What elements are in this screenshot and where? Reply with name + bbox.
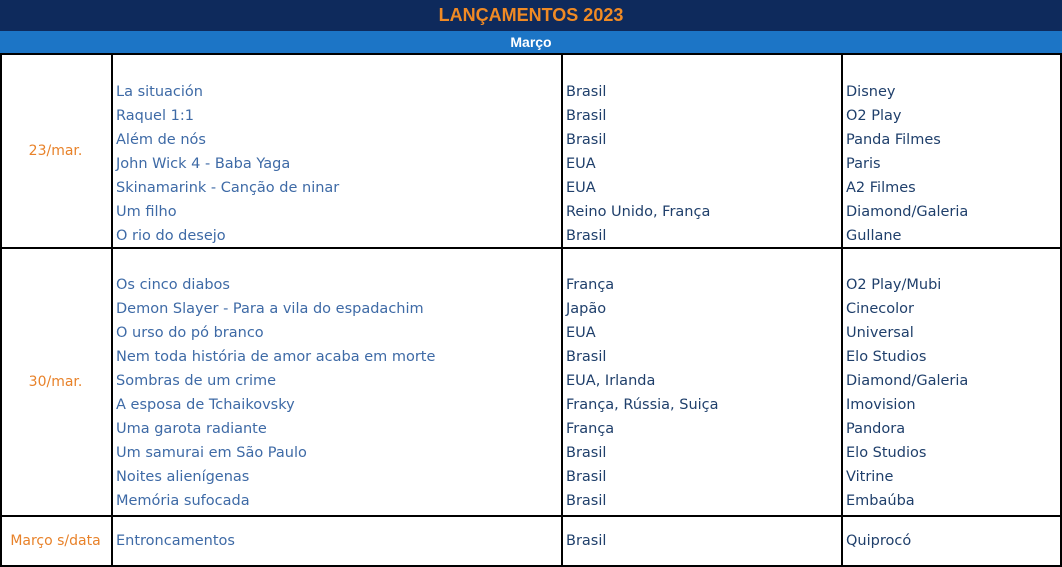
film-country: Brasil (566, 349, 607, 365)
film-title: Memória sufocada (116, 493, 250, 509)
table-row (0, 224, 1061, 248)
film-distributor: A2 Filmes (846, 180, 916, 196)
film-distributor: Imovision (846, 397, 916, 413)
film-country: França, Rússia, Suiça (566, 397, 719, 413)
film-country: EUA (566, 156, 596, 172)
table-row (0, 529, 1061, 553)
release-date: 23/mar. (28, 143, 83, 159)
film-country: Reino Unido, França (566, 204, 711, 220)
table-row (0, 417, 1061, 441)
film-country: Brasil (566, 132, 607, 148)
table-row (0, 369, 1061, 393)
film-distributor: Paris (846, 156, 881, 172)
film-distributor: Quiprocó (846, 533, 912, 549)
film-title: John Wick 4 - Baba Yaga (116, 156, 291, 172)
film-title: Nem toda história de amor acaba em morte (116, 349, 436, 365)
film-distributor: Universal (846, 325, 914, 341)
month-header: Março (0, 31, 1062, 55)
table-row (0, 104, 1061, 128)
film-title: O urso do pó branco (116, 325, 264, 341)
film-title: La situación (116, 84, 203, 100)
film-distributor: Vitrine (846, 469, 894, 485)
table-row (0, 152, 1061, 176)
film-title: Um filho (116, 204, 177, 220)
film-country: França (566, 277, 615, 293)
table-row (0, 465, 1061, 489)
film-title: Entroncamentos (116, 533, 235, 549)
table-row (0, 321, 1061, 345)
film-country: Brasil (566, 493, 607, 509)
film-country: Brasil (566, 108, 607, 124)
table-row (0, 273, 1061, 297)
film-distributor: Elo Studios (846, 445, 927, 461)
film-distributor: Panda Filmes (846, 132, 941, 148)
release-group (0, 517, 1061, 567)
release-group (0, 249, 1061, 517)
film-country: Japão (566, 301, 607, 317)
film-country: EUA (566, 180, 596, 196)
table-row (0, 345, 1061, 369)
table-row (0, 489, 1061, 513)
release-date: Março s/data (10, 533, 101, 549)
film-distributor: Gullane (846, 228, 902, 244)
film-title: A esposa de Tchaikovsky (116, 397, 295, 413)
film-distributor: Embaúba (846, 493, 915, 509)
film-country: Brasil (566, 533, 607, 549)
film-title: Noites alienígenas (116, 469, 250, 485)
film-title: Os cinco diabos (116, 277, 230, 293)
film-distributor: Disney (846, 84, 896, 100)
table-row (0, 297, 1061, 321)
film-country: Brasil (566, 469, 607, 485)
film-distributor: Diamond/Galeria (846, 204, 969, 220)
film-title: Demon Slayer - Para a vila do espadachim (116, 301, 424, 317)
table-row (0, 80, 1061, 104)
table-row (0, 128, 1061, 152)
table-row (0, 200, 1061, 224)
film-country: Brasil (566, 228, 607, 244)
film-title: Skinamarink - Canção de ninar (116, 180, 340, 196)
film-title: Um samurai em São Paulo (116, 445, 307, 461)
film-title: Raquel 1:1 (116, 108, 194, 124)
film-distributor: Elo Studios (846, 349, 927, 365)
film-distributor: O2 Play/Mubi (846, 277, 942, 293)
film-distributor: Pandora (846, 421, 906, 437)
film-title: Além de nós (116, 132, 206, 148)
film-distributor: O2 Play (846, 108, 902, 124)
film-title: Sombras de um crime (116, 373, 277, 389)
film-country: EUA (566, 325, 596, 341)
film-country: Brasil (566, 445, 607, 461)
film-distributor: Cinecolor (846, 301, 914, 317)
table-row (0, 441, 1061, 465)
film-country: EUA, Irlanda (566, 373, 656, 389)
film-country: Brasil (566, 84, 607, 100)
table-row (0, 393, 1061, 417)
release-date: 30/mar. (28, 374, 83, 390)
film-distributor: Diamond/Galeria (846, 373, 969, 389)
table-row (0, 176, 1061, 200)
film-title: O rio do desejo (116, 228, 226, 244)
release-group (0, 55, 1061, 249)
film-country: França (566, 421, 615, 437)
sheet-title: LANÇAMENTOS 2023 (0, 0, 1062, 31)
film-title: Uma garota radiante (116, 421, 267, 437)
